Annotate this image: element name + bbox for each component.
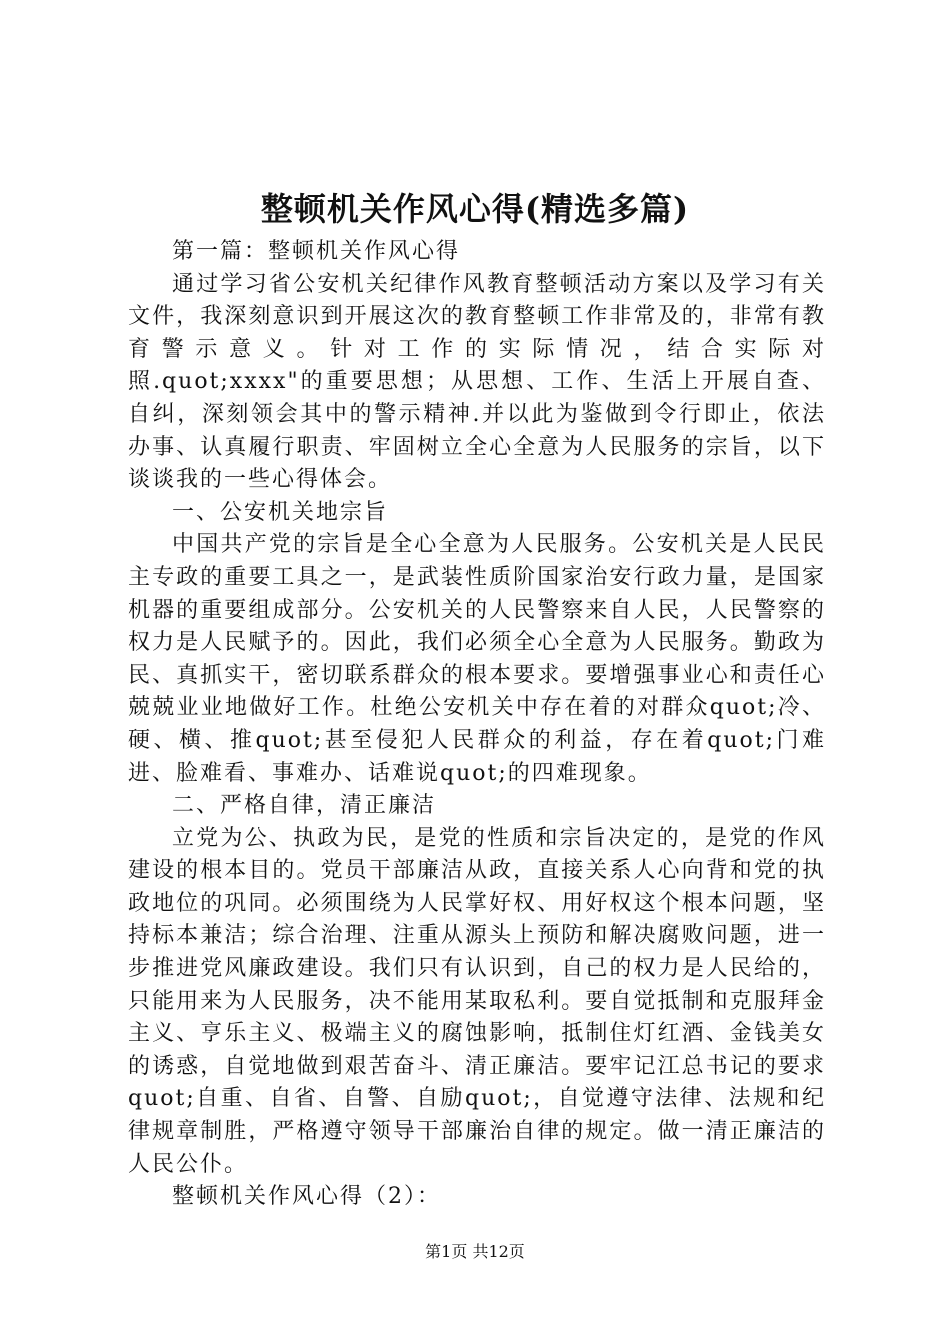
section-heading-part2: 整顿机关作风心得（2）： <box>172 1184 441 1210</box>
page-footer: 第1页 共12页 <box>425 1242 525 1261</box>
paragraph-purpose: 中国共产党的宗旨是全心全意为人民服务。公安机关是人民民主专政的重要工具之一，是武装性质阶国家治安行政力量，是国家机器的重要组成部分。公安机关的人民警察来自人民，人民警察的权力是人民赋予的。因此，我们必须全心全意为人民服务。勤政为民、真抓实干，密切联系群众的根本要求。要增强事业心和责任心兢兢业业地做好工作。杜绝公安机关中存在着的对群众quot;冷、硬、横、推quot;甚至侵犯人民群众的利益，存在着quot;门难进、脸难看、事难办、话难说quot;的四难现象。 <box>128 532 826 786</box>
section-heading-self-discipline: 二、严格自律，清正廉洁 <box>172 793 437 819</box>
document-body <box>128 236 826 1214</box>
section-heading-part1: 第一篇：整顿机关作风心得 <box>172 239 461 264</box>
paragraph-self-discipline: 立党为公、执政为民，是党的性质和宗旨决定的，是党的作风建设的根本目的。党员干部廉洁从政，直接关系人心向背和党的执政地位的巩同。必须围绕为人民掌好权、用好权这个根本问题，坚持标本兼洁；综合治理、注重从源头上预防和解决腐败问题，进一步推进党风廉政建设。我们只有认识到，自己的权力是人民给的，只能用来为人民服务，决不能用某取私利。要自觉抵制和克服拜金主义、亨乐主义、极端主义的腐蚀影响，抵制住灯红酒、金钱美女的诱惑，自觉地做到艰苦奋斗、清正廉洁。要牢记江总书记的要求quot;自重、自省、自警、自励quot;，自觉遵守法律、法规和纪律规章制胜，严格遵守领导干部廉治自律的规定。做一清正廉洁的人民公仆。 <box>128 825 826 1177</box>
paragraph-intro: 通过学习省公安机关纪律作风教育整顿活动方案以及学习有关文件，我深刻意识到开展这次的教育整顿工作非常及的，非常有教育警示意义。针对工作的实际情况，结合实际对照.quot;xxxx"的重要思想；从思想、工作、生活上开展自查、自纠，深刻领会其中的警示精神.并以此为鉴做到令行即止，依法办事、认真履行职责、牢固树立全心全意为人民服务的宗旨，以下谈谈我的一些心得体会。 <box>128 271 826 493</box>
document-title: 整顿机关作风心得(精选多篇) <box>260 190 690 228</box>
section-heading-purpose: 一、公安机关地宗旨 <box>172 499 389 525</box>
